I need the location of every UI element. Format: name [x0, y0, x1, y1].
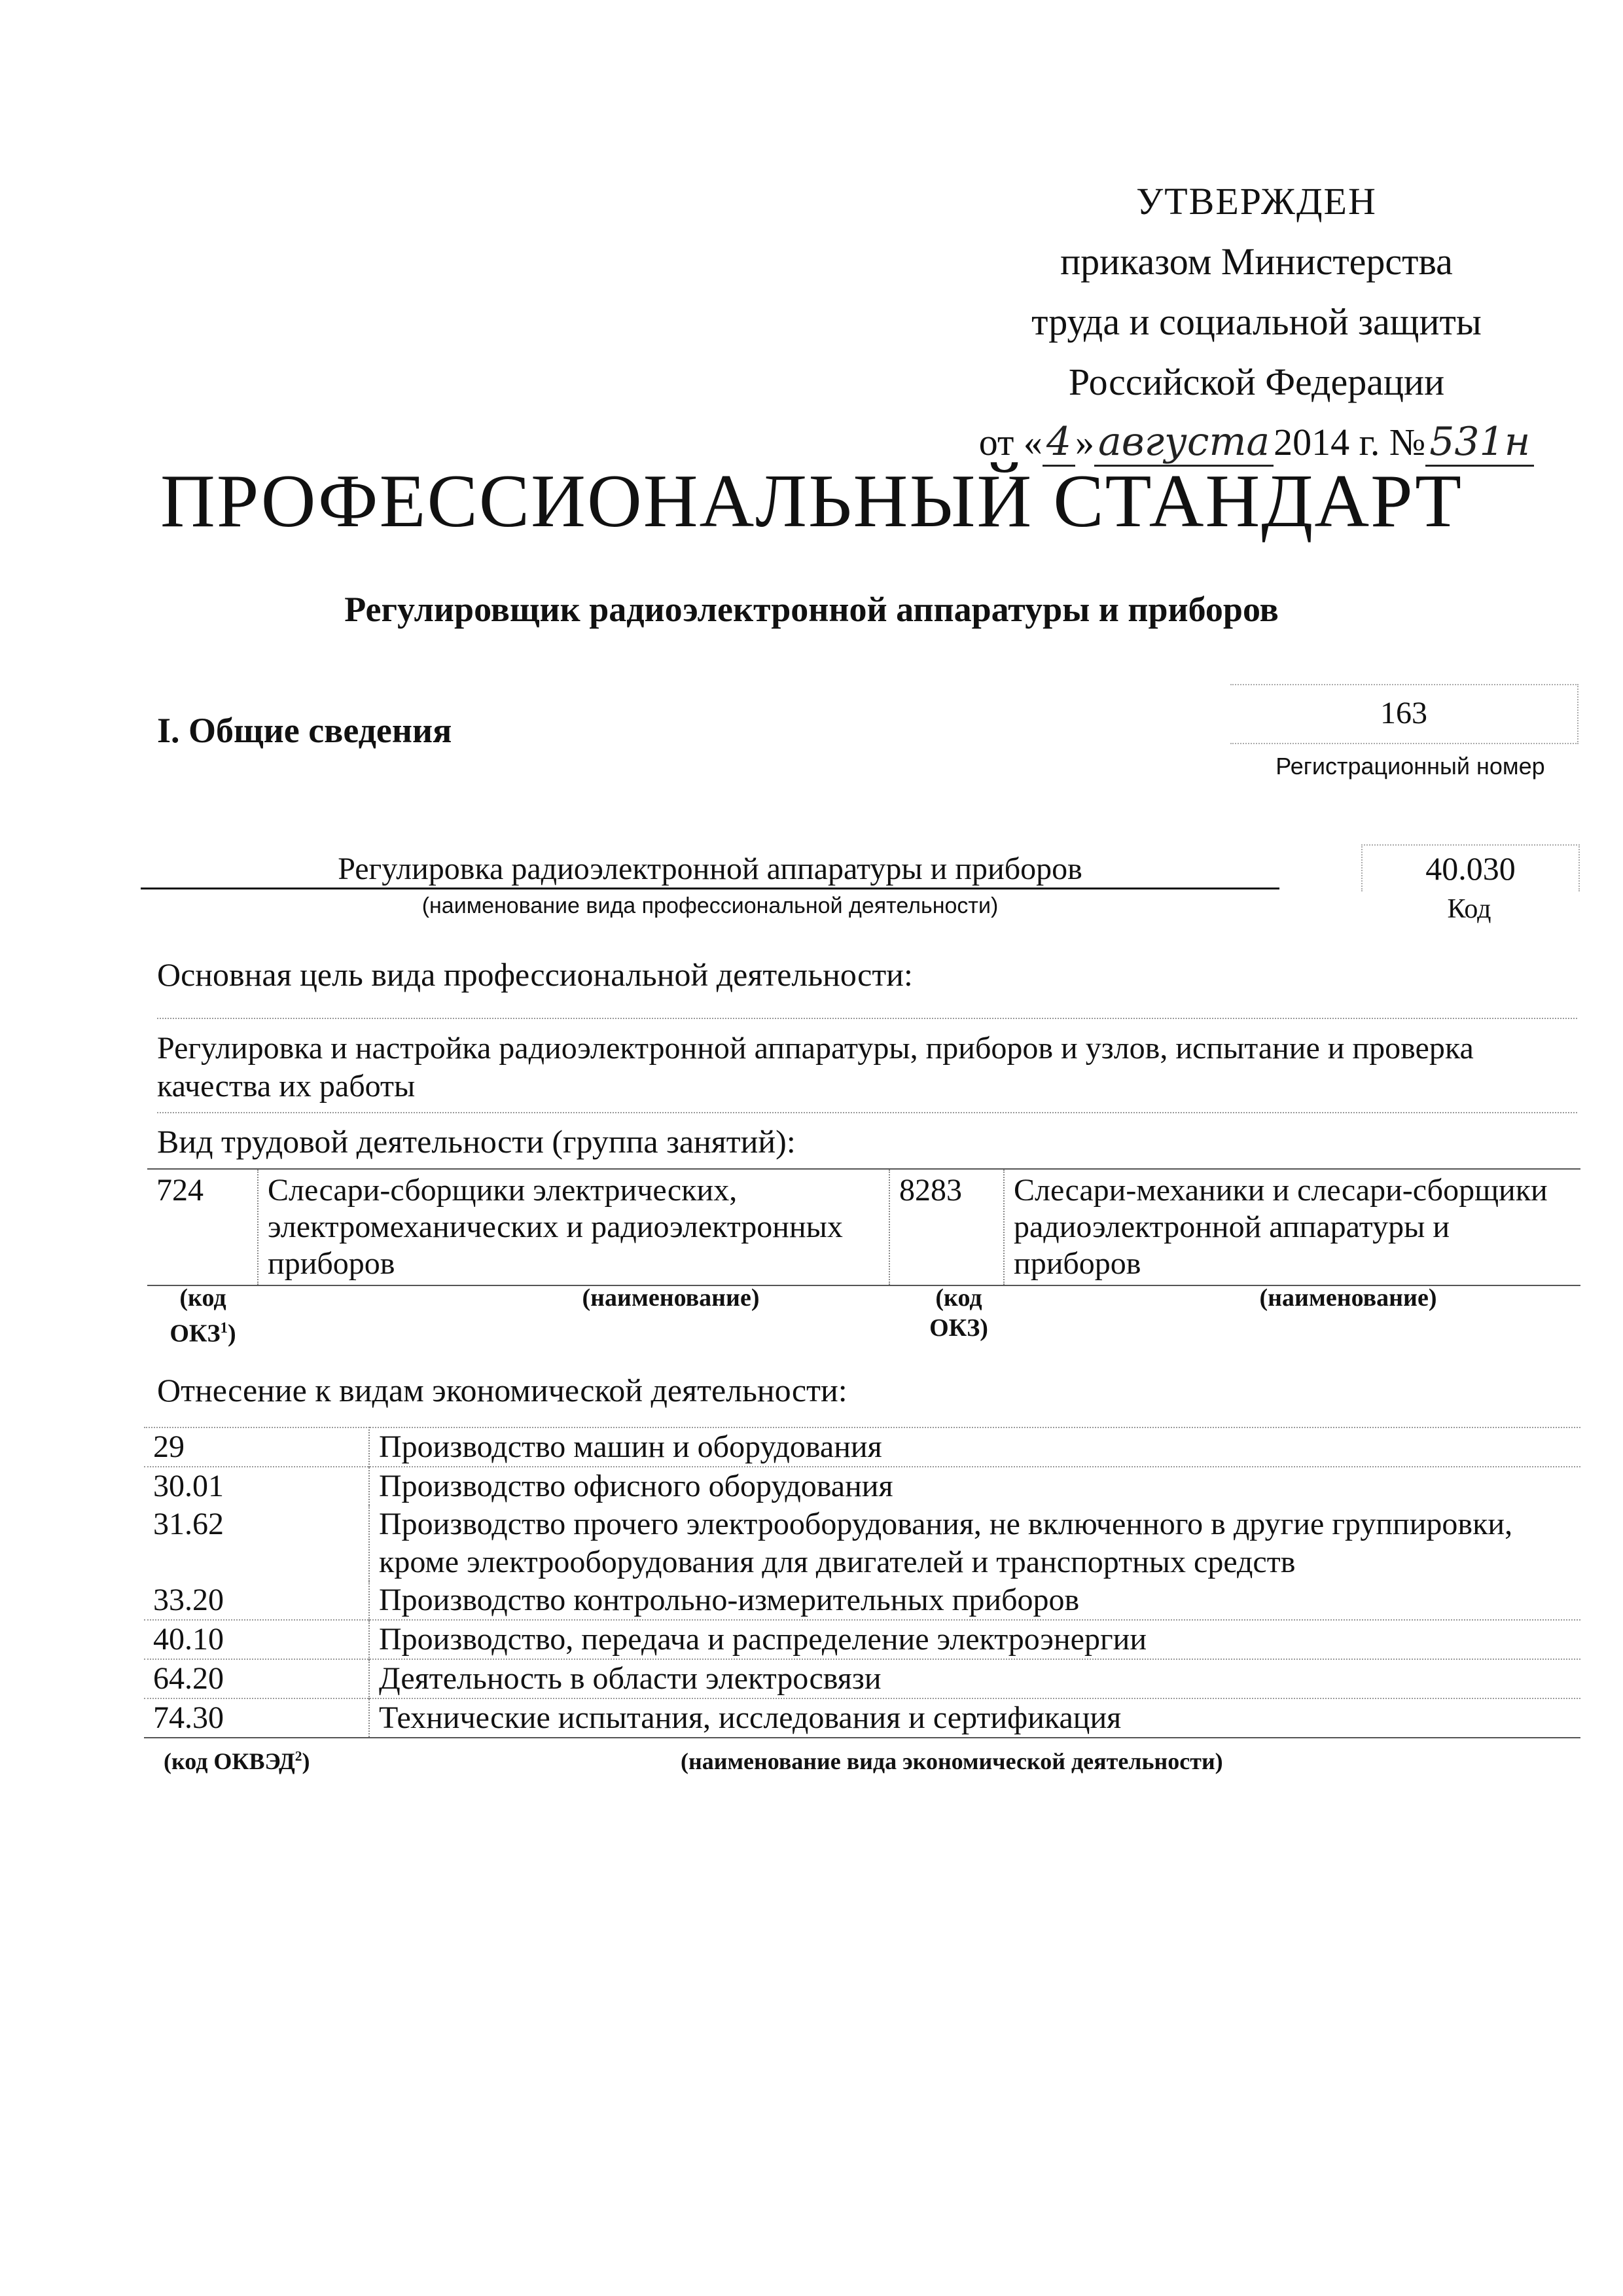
- approval-line-1: приказом Министерства: [1060, 240, 1453, 283]
- economic-code: 33.20: [144, 1581, 369, 1620]
- registration-number: 163: [1230, 684, 1578, 744]
- approval-date-line: от « 4 » августа 2014 г. № 531н: [890, 412, 1623, 473]
- occupations-table: [147, 1168, 1580, 1286]
- economic-name-caption: (наименование вида экономической деятельности): [681, 1748, 1223, 1774]
- economic-name: Производство прочего электрооборудования, не включенного в другие группировки, кроме электрооборудования для двигателей и транспортных средств: [379, 1507, 1513, 1579]
- economic-code-caption: (код ОКВЭД$^2$): [164, 1748, 310, 1774]
- activity-code: 40.030: [1361, 844, 1580, 891]
- occupation-name-caption-2: (наименование): [1259, 1284, 1437, 1312]
- goal-text: Регулировка и настройка радиоэлектронной аппаратуры, приборов и узлов, испытание и проверка качества их работы: [157, 1018, 1577, 1113]
- table-row: [144, 1581, 1580, 1620]
- economic-table: [144, 1427, 1580, 1738]
- economic-label: Отнесение к видам экономической деятельности:: [157, 1372, 847, 1408]
- approval-line-2: труда и социальной защиты: [1031, 300, 1482, 343]
- approval-day: 4: [1043, 419, 1075, 467]
- economic-code: 40.10: [144, 1620, 369, 1659]
- occupation-code-1: 724: [147, 1169, 258, 1285]
- occupations-label: Вид трудовой деятельности (группа занятий):: [157, 1123, 796, 1160]
- economic-code: 31.62: [144, 1505, 369, 1581]
- economic-code: 30.01: [144, 1467, 369, 1505]
- economic-name: Деятельность в области электросвязи: [369, 1659, 1580, 1698]
- section-heading: I. Общие сведения: [157, 711, 452, 750]
- occupation-code-2: 8283: [889, 1169, 1004, 1285]
- table-row: [144, 1620, 1580, 1659]
- approval-line-3: Российской Федерации: [1068, 361, 1445, 403]
- activity-code-label: Код: [1447, 894, 1491, 924]
- table-row: [144, 1427, 1580, 1467]
- goal-label: Основная цель вида профессиональной деятельности:: [157, 956, 913, 993]
- occupation-name-1: Слесари-сборщики электрических, электромеханических и радиоэлектронных приборов: [258, 1169, 889, 1285]
- table-row: [144, 1467, 1580, 1505]
- occupation-code-caption-2: (код ОКЗ): [929, 1284, 988, 1342]
- economic-name: Производство контрольно-измерительных приборов: [379, 1583, 1080, 1617]
- economic-name: Производство, передача и распределение электроэнергии: [369, 1620, 1580, 1659]
- occupation-name-2: Слесари-механики и слесари-сборщики радиоэлектронной аппаратуры и приборов: [1004, 1169, 1580, 1285]
- table-row: [147, 1169, 1580, 1285]
- approval-month: августа: [1094, 419, 1274, 467]
- approval-heading: УТВЕРЖДЕН: [1136, 180, 1377, 223]
- approval-order-number: 531н: [1425, 419, 1534, 467]
- activity-caption: (наименование вида профессиональной деятельности): [421, 893, 999, 918]
- approval-block: [890, 171, 1623, 473]
- economic-code: 74.30: [144, 1698, 369, 1738]
- economic-code: 29: [144, 1427, 369, 1467]
- economic-name: Технические испытания, исследования и сертификация: [369, 1698, 1580, 1738]
- economic-code: 64.20: [144, 1659, 369, 1698]
- document-subtitle: Регулировщик радиоэлектронной аппаратуры и приборов: [344, 590, 1279, 629]
- registration-label: Регистрационный номер: [1275, 753, 1545, 780]
- table-row: [144, 1698, 1580, 1738]
- activity-name: Регулировка радиоэлектронной аппаратуры и приборов: [141, 851, 1279, 889]
- economic-name: Производство офисного оборудования: [369, 1467, 1580, 1505]
- economic-name: Производство машин и оборудования: [369, 1427, 1580, 1467]
- table-row: [144, 1505, 1580, 1581]
- document-title: ПРОФЕССИОНАЛЬНЫЙ СТАНДАРТ: [160, 459, 1463, 543]
- table-row: [144, 1659, 1580, 1698]
- occupation-name-caption-1: (наименование): [582, 1284, 760, 1312]
- occupation-code-caption-1: (код ОКЗ$^1$): [169, 1284, 236, 1348]
